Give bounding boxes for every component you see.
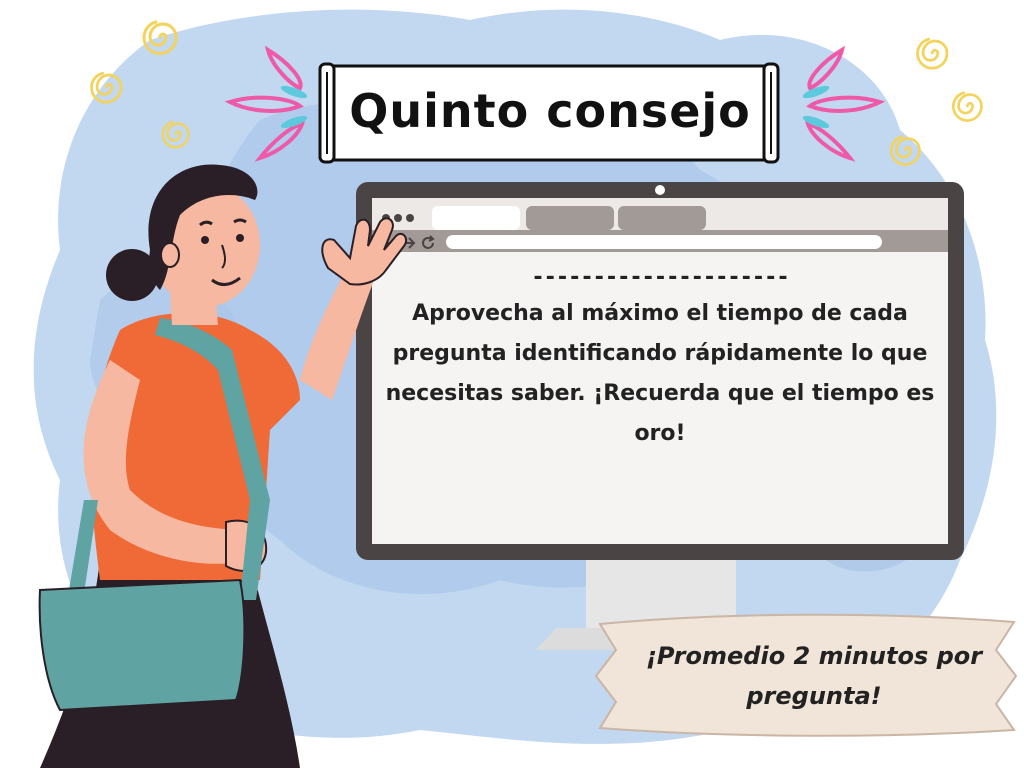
swirl-icon (138, 12, 188, 62)
swirl-icon (912, 30, 958, 76)
burst-right-icon (790, 40, 890, 170)
divider-line: --------------------- (531, 265, 789, 290)
swirl-icon (886, 128, 930, 172)
swirl-icon (86, 64, 132, 110)
woman-illustration (0, 150, 420, 768)
page-title: Quinto consejo (349, 84, 751, 138)
tip-text: Aprovecha al máximo el tiempo de cada pregunta identificando rápidamente lo que necesitas saber. ¡Recuerda que el tiempo es oro! (385, 301, 935, 446)
swirl-icon (948, 84, 992, 128)
reload-icon[interactable] (420, 235, 436, 251)
screen-content (376, 262, 944, 454)
average-time-note: ¡Promedio 2 minutos por pregunta! (645, 642, 983, 710)
